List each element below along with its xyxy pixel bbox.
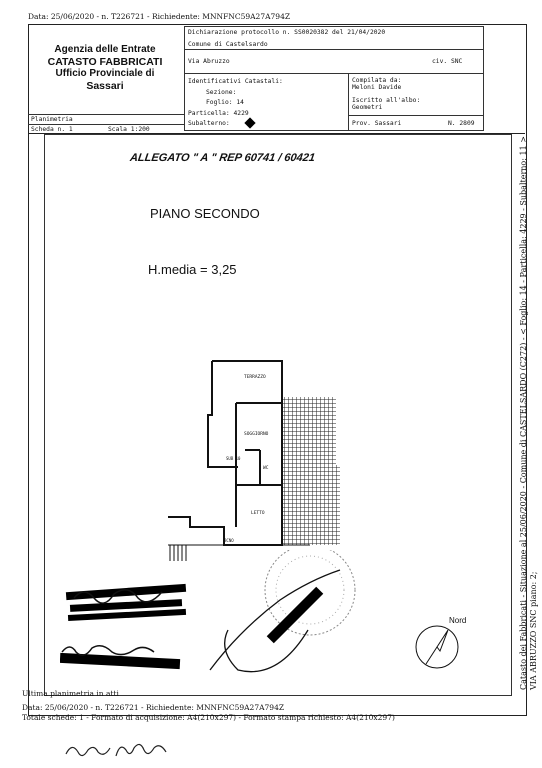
room-bcno: BCNO (224, 538, 234, 543)
agency-city: Sassari (86, 80, 124, 92)
subalterno-field: Subalterno: (188, 120, 230, 127)
civic-number: civ. SNC (432, 58, 463, 65)
room-letto: LETTO (251, 511, 265, 516)
albo-value: Geometri (352, 104, 383, 111)
province: Prov. Sassari (352, 120, 402, 127)
roof-hatch-lower (282, 465, 340, 545)
agency-block (30, 44, 180, 92)
agency-catasto: CATASTO FABBRICATI (47, 56, 163, 68)
room-terrazzo: TERRAZZO (244, 375, 266, 380)
planimetria-label: Planimetria (31, 116, 73, 123)
footer-date-line: Data: 25/06/2020 - n. T226721 - Richiedente: MNNFNC59A27A794Z (22, 703, 285, 712)
agency-name: Agenzia delle Entrate (54, 44, 156, 55)
albo-number: N. 2809 (448, 120, 475, 127)
north-arrow-icon (414, 624, 460, 670)
allegato-stamp: ALLEGATO " A " REP 60741 / 60421 (129, 152, 316, 164)
street-name: Via Abruzzo (188, 58, 230, 65)
side-info-text (519, 136, 539, 690)
protocol-declaration: Dichiarazione protocollo n. SS0020382 del 21/04/2020 (188, 29, 386, 36)
header-date-line: Data: 25/06/2020 - n. T226721 - Richiedente: MNNFNC59A27A794Z (28, 12, 291, 21)
handwritten-signature (64, 740, 174, 765)
comune-name: Comune di Castelsardo (188, 41, 268, 48)
average-height: H.media = 3,25 (148, 262, 237, 277)
scheda-label: Scheda n. 1 (31, 126, 73, 133)
cadastral-info-box (184, 26, 484, 130)
side-info-line-1: Catasto dei Fabbricati - Situazione al 25/06/2020 - Comune di CASTELSARDO (C272) - < Foglio: 14 - Particella: 4229 - Subalterno: 11 > (519, 136, 528, 690)
floor-plan (160, 355, 340, 565)
compilata-title: Compilata da: (352, 77, 402, 84)
compiler-name: Meloni Davide (352, 84, 402, 91)
floor-title: PIANO SECONDO (150, 206, 260, 221)
particella-field: Particella: 4229 (188, 110, 249, 117)
stamps-and-redactions (60, 550, 380, 690)
north-label: Nord (449, 616, 467, 625)
agency-office: Ufficio Provinciale di (55, 68, 155, 79)
subalterno-marker-icon (244, 117, 255, 128)
scala-label: Scala 1:200 (108, 126, 150, 133)
albo-title: Iscritto all'albo: (352, 97, 421, 104)
sezione-field: Sezione: (206, 89, 237, 96)
footer-format-line: Totale schede: 1 - Formato di acquisizione: A4(210x297) - Formato stampa richiesto: A4(210x297) (22, 713, 395, 722)
last-planimetry-note: Ultima planimetria in atti (22, 689, 119, 698)
planimetria-box (28, 114, 184, 134)
foglio-field: Foglio: 14 (206, 99, 244, 106)
identificativi-title: Identificativi Catastali: (188, 78, 283, 85)
roof-hatch-upper (282, 397, 336, 467)
circular-stamp (265, 550, 355, 635)
room-soggiorno: SOGGIORNO (244, 432, 269, 437)
room-sub-label: SUB 10 (226, 456, 241, 461)
room-wc: WC (263, 466, 269, 471)
side-info-line-2: VIA ABRUZZO SNC piano: 2; (529, 571, 538, 690)
